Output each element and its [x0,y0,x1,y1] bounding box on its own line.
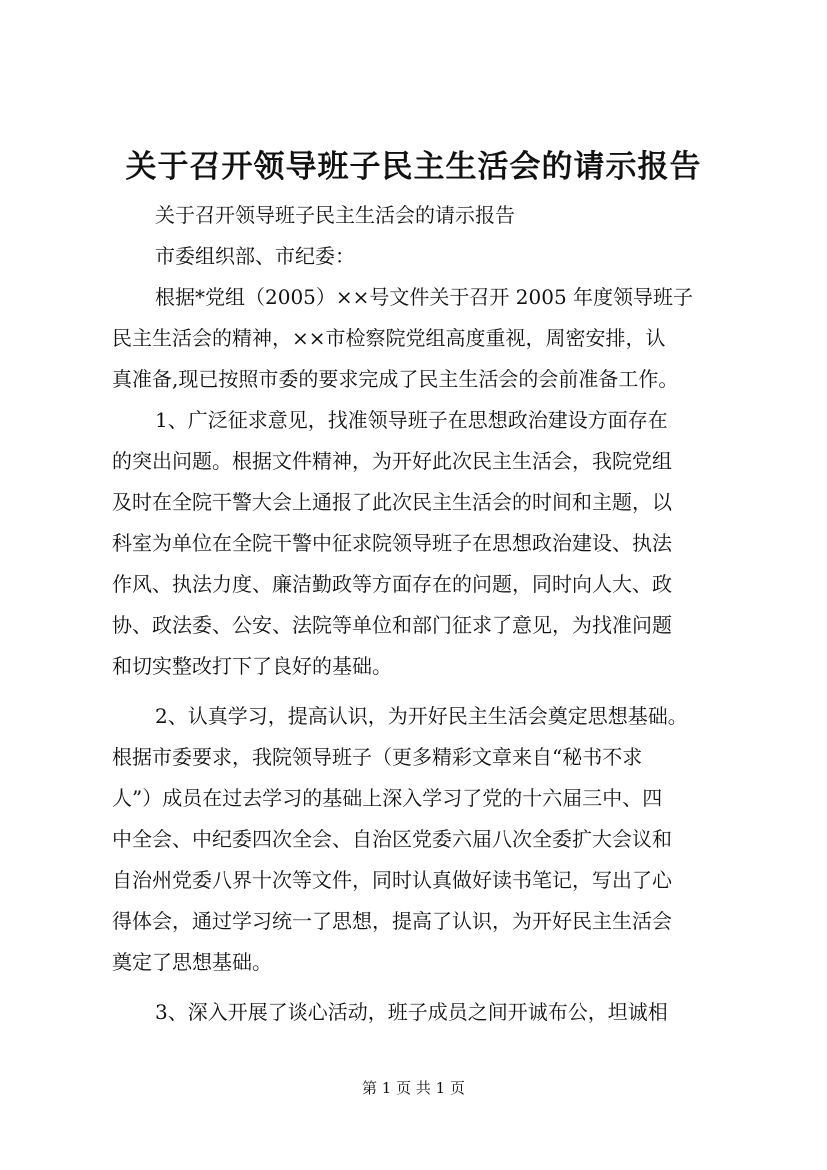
paragraph-line: 及时在全院干警大会上通报了此次民主生活会的时间和主题，以 [112,490,672,514]
paragraph-4 [112,992,724,1033]
paragraph-2 [112,400,724,687]
paragraph-spacer [112,687,724,696]
page-footer: 第 1 页 共 1 页 [362,1079,465,1097]
paragraph-line: 奠定了思想基础。 [112,950,272,974]
paragraph-line: 根据*党组（2005）××号文件关于召开 2005 年度领导班子 [155,285,694,309]
paragraph-line: 得体会，通过学习统一了思想，提高了认识，为开好民主生活会 [112,909,672,933]
paragraph-3 [112,696,724,983]
recipient-line: 市委组织部、市纪委： [155,244,355,268]
paragraph-line: 1、广泛征求意见，找准领导班子在思想政治建设方面存在 [155,408,668,432]
paragraph-line: 作风、执法力度、廉洁勤政等方面存在的问题，同时向人大、政 [112,572,672,596]
paragraph-line: 2、认真学习，提高认识，为开好民主生活会奠定思想基础。 [155,704,688,728]
paragraph-line: 科室为单位在全院干警中征求院领导班子在思想政治建设、执法 [112,531,672,555]
document-title: 关于召开领导班子民主生活会的请示报告 [125,149,702,185]
document-subtitle: 关于召开领导班子民主生活会的请示报告 [155,203,515,227]
paragraph-line: 人”）成员在过去学习的基础上深入学习了党的十六届三中、四 [112,786,663,810]
paragraph-line: 自治州党委八界十次等文件，同时认真做好读书笔记，写出了心 [112,868,672,892]
paragraph-line: 民主生活会的精神，××市检察院党组高度重视，周密安排，认 [112,326,666,350]
document-body [112,195,724,1033]
paragraph-line: 协、政法委、公安、法院等单位和部门征求了意见，为找准问题 [112,613,672,637]
paragraph-line: 和切实整改打下了良好的基础。 [112,654,392,678]
paragraph-line: 根据市委要求，我院领导班子（更多精彩文章来自“秘书不求 [112,745,643,769]
paragraph-line: 3、深入开展了谈心活动，班子成员之间开诚布公，坦诚相 [155,1000,668,1024]
paragraph-line: 的突出问题。根据文件精神，为开好此次民主生活会，我院党组 [112,449,672,473]
paragraph-line: 中全会、中纪委四次全会、自治区党委六届八次全委扩大会议和 [112,827,672,851]
paragraph-line: 真准备,现已按照市委的要求完成了民主生活会的会前准备工作。 [112,367,679,391]
paragraph-1 [112,277,724,400]
paragraph-spacer [112,983,724,992]
